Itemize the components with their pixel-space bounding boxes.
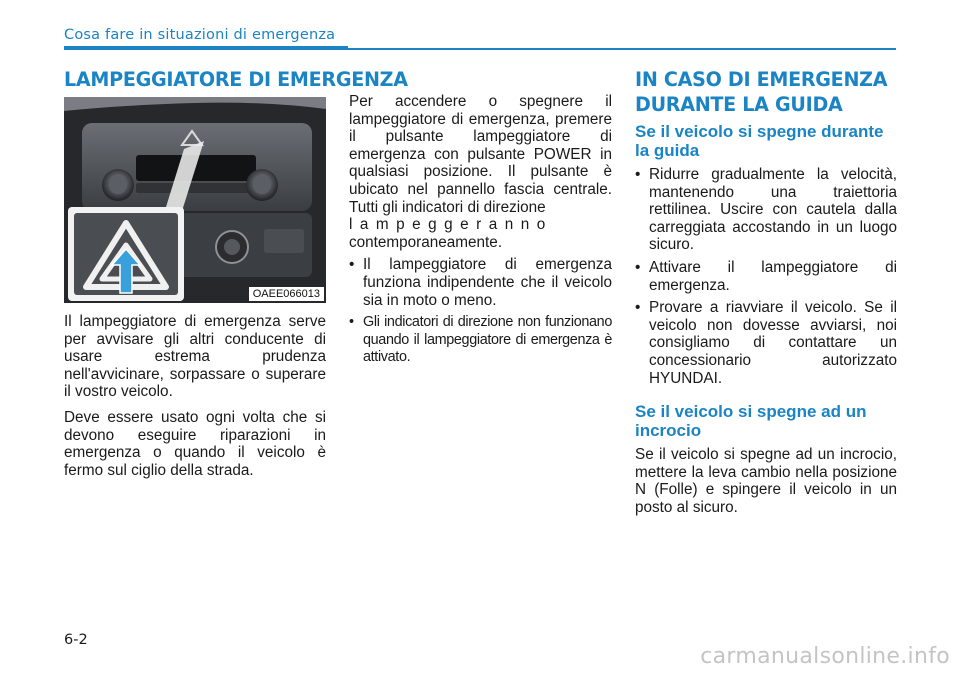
- list-item: • Ridurre gradualmente la velocità, mantenendo una traiettoria rettilinea. Uscire con cautela dalla carreggiata accostando in un luogo sicuro.: [635, 166, 897, 254]
- hazard-notes-list: [349, 256, 612, 367]
- page-number: 6-2: [64, 632, 88, 648]
- stall-driving-list: [635, 166, 897, 387]
- hazard-paragraph-2: Deve essere usato ogni volta che si devono eseguire riparazioni in emergenza o quando il veicolo è fermo sul ciglio della strada.: [64, 408, 326, 479]
- dashboard-illustration: [64, 97, 326, 303]
- right-column-bullets: [635, 166, 897, 392]
- list-item: • Gli indicatori di direzione non funzionano quando il lampeggiatore di emergenza è attivato.: [349, 314, 612, 367]
- hazard-paragraph-1: Il lampeggiatore di emergenza serve per avvisare gli altri conducente di usare estrema prudenza nell'avvicinare, sorpassare o superare il vostro veicolo.: [64, 313, 326, 401]
- watermark: carmanualsonline.info: [700, 644, 950, 669]
- subtitle-stall-driving: Se il veicolo si spegne durante la guida: [635, 122, 884, 160]
- list-item: • Provare a riavviare il veicolo. Se il veicolo non dovesse avviarsi, noi consigliamo di contattare un concessionario autorizzato HYUNDAI.: [635, 299, 897, 387]
- section-title-hazard: LAMPEGGIATORE DI EMERGENZA: [64, 68, 408, 91]
- list-item: • Attivare il lampeggiatore di emergenza.: [635, 259, 897, 294]
- header-rule-thin: [348, 48, 896, 50]
- middle-column-text: [349, 93, 612, 372]
- hazard-button-photo: [64, 97, 326, 303]
- stall-intersection-paragraph: Se il veicolo si spegne ad un incrocio, mettere la leva cambio nella posizione N (Folle) e spingere il veicolo in un posto al sicuro.: [635, 446, 897, 516]
- subtitle-stall-intersection: Se il veicolo si spegne ad un incrocio: [635, 402, 867, 440]
- hazard-operation-text-spread: lampeggeranno: [349, 216, 553, 234]
- list-item: • Il lampeggiatore di emergenza funziona indipendente che il veicolo sia in moto o meno.: [349, 256, 612, 309]
- image-label: OAEE066013: [249, 287, 324, 301]
- hazard-operation-text-end: contemporaneamente.: [349, 233, 503, 251]
- section-title-emergency-line1: IN CASO DI EMERGENZA: [635, 68, 888, 91]
- header-rule-thick: [64, 46, 348, 50]
- left-column-text: [64, 313, 326, 487]
- right-column-paragraph: [635, 446, 897, 524]
- section-title-emergency-line2: DURANTE LA GUIDA: [635, 93, 843, 116]
- hazard-operation-text: Per accendere o spegnere il lampeggiatore di emergenza, premere il pulsante lampeggiatore di emergenza con pulsante POWER in qualsiasi posizione. Il pulsante è ubicato nel pannello fascia centrale. Tutti gli indicatori di direzione: [349, 93, 612, 216]
- header-title: Cosa fare in situazioni di emergenza: [64, 27, 336, 43]
